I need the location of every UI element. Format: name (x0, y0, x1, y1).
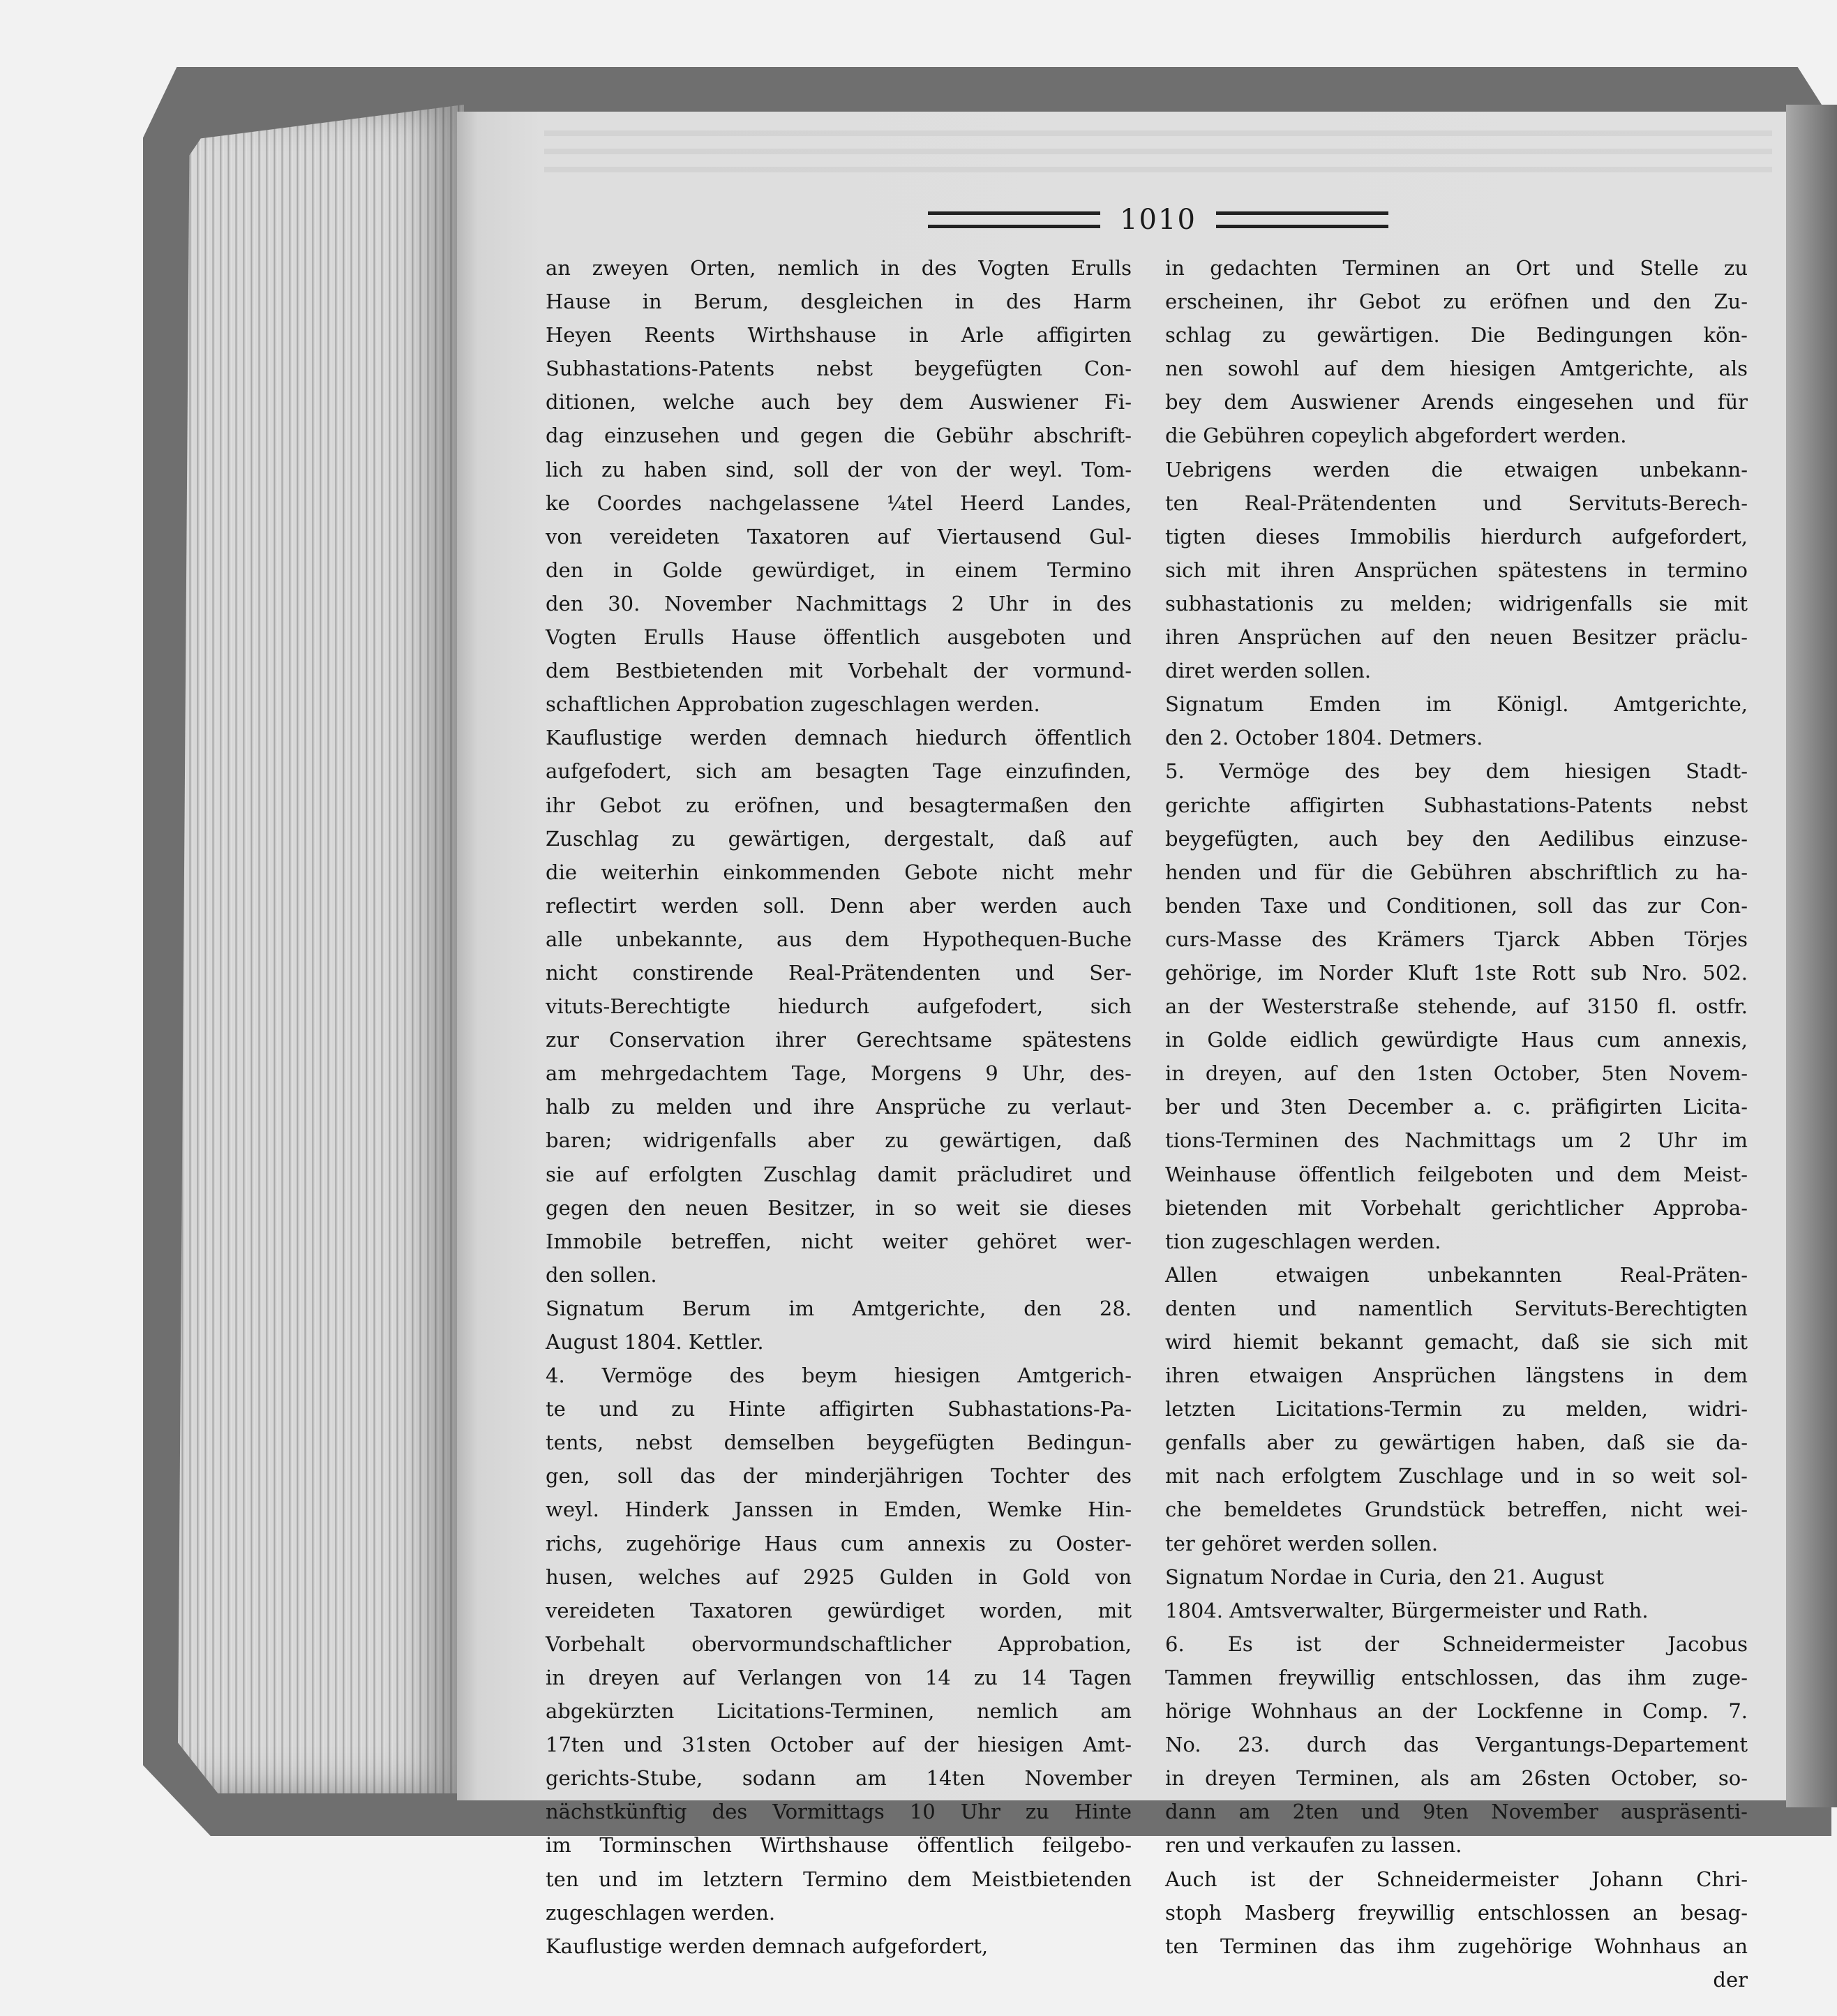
text-line: curs-Masse des Krämers Tjarck Abben Törjes (1165, 927, 1748, 951)
text-line: 4. Vermöge des beym hiesigen Amtgerich- (546, 1364, 1132, 1388)
page-number: 1010 (1120, 204, 1197, 236)
text-line: ten Real-Prätendenten und Servituts-Berech- (1165, 491, 1748, 515)
bleed-through-text (544, 122, 1772, 185)
text-line: genfalls aber zu gewärtigen haben, daß sie da- (1165, 1431, 1748, 1455)
text-line: ter gehöret werden sollen. (1165, 1531, 1439, 1555)
text-line: Tammen freywillig entschlossen, das ihm zuge- (1165, 1665, 1748, 1689)
text-line: 1804. Amtsverwalter, Bürgermeister und Rath. (1165, 1598, 1649, 1622)
text-line: schlag zu gewärtigen. Die Bedingungen kön- (1165, 323, 1748, 348)
text-line: benden Taxe und Conditionen, soll das zur Con- (1165, 893, 1748, 918)
text-line: dem Bestbietenden mit Vorbehalt der vormund- (546, 659, 1132, 683)
text-line: Vogten Erulls Hause öffentlich ausgeboten und (546, 625, 1132, 650)
text-line: 6. Es ist der Schneidermeister Jacobus (1165, 1632, 1748, 1656)
text-column-left (546, 251, 1132, 1958)
text-line: der (1713, 1967, 1748, 1992)
text-line: beygefügten, auch bey den Aedilibus einzuse- (1165, 826, 1748, 851)
text-line: nen sowohl auf dem hiesigen Amtgerichte, als (1165, 357, 1748, 381)
text-line: Immobile betreffen, nicht weiter gehöret wer- (546, 1229, 1132, 1253)
text-line: 5. Vermöge des bey dem hiesigen Stadt- (1165, 759, 1748, 784)
text-line: stoph Masberg freywillig entschlossen an besag- (1165, 1900, 1748, 1925)
text-line: Subhastations-Patents nebst beygefügten Con- (546, 357, 1132, 381)
text-line: ihr Gebot zu eröfnen, und besagtermaßen den (546, 793, 1132, 817)
text-line: te und zu Hinte affigirten Subhastations-Pa- (546, 1397, 1132, 1421)
text-line: denten und namentlich Servituts-Berechtigten (1165, 1296, 1748, 1320)
text-line: gerichts-Stube, sodann am 14ten November (546, 1766, 1132, 1791)
text-line: zur Conservation ihrer Gerechtsame spätestens (546, 1028, 1132, 1052)
text-line: Kauflustige werden demnach hiedurch öffentlich (546, 726, 1132, 750)
text-line: die weiterhin einkommenden Gebote nicht mehr (546, 860, 1132, 884)
text-line: sie auf erfolgten Zuschlag damit präcludiret und (546, 1162, 1132, 1186)
text-line: bey dem Auswiener Arends eingesehen und für (1165, 390, 1748, 415)
page-gutter-shadow (1786, 105, 1837, 1807)
text-line: den 2. October 1804. Detmers. (1165, 726, 1483, 750)
header-rule-left (928, 211, 1100, 228)
text-line: an zweyen Orten, nemlich in des Vogten Erulls (546, 256, 1132, 280)
text-line: ditionen, welche auch bey dem Auswiener Fi- (546, 390, 1132, 415)
text-line: halb zu melden und ihre Ansprüche zu verlaut- (546, 1095, 1132, 1119)
text-line: richs, zugehörige Haus cum annexis zu Ooster- (546, 1531, 1132, 1555)
text-line: ke Coordes nachgelassene ¼tel Heerd Landes, (546, 491, 1132, 515)
text-line: aufgefodert, sich am besagten Tage einzufinden, (546, 759, 1132, 784)
text-line: dag einzusehen und gegen die Gebühr abschrift- (546, 424, 1132, 448)
text-line: August 1804. Kettler. (546, 1330, 764, 1354)
text-line: subhastationis zu melden; widrigenfalls sie mit (1165, 591, 1748, 615)
text-column-right (1165, 251, 1748, 1992)
text-line: ten Terminen das ihm zugehörige Wohnhaus an (1165, 1934, 1748, 1958)
text-line: Heyen Reents Wirthshause in Arle affigirten (546, 323, 1132, 348)
text-line: ihren etwaigen Ansprüchen längstens in dem (1165, 1364, 1748, 1388)
text-line: Signatum Emden im Königl. Amtgerichte, (1165, 692, 1748, 717)
text-line: Hause in Berum, desgleichen in des Harm (546, 290, 1132, 314)
text-line: am mehrgedachtem Tage, Morgens 9 Uhr, des- (546, 1061, 1132, 1086)
text-line: mit nach erfolgtem Zuschlage und in so weit sol- (1165, 1464, 1748, 1488)
text-line: weyl. Hinderk Janssen in Emden, Wemke Hin- (546, 1498, 1132, 1522)
text-line: Weinhause öffentlich feilgeboten und dem Meist- (1165, 1162, 1748, 1186)
text-line: erscheinen, ihr Gebot zu eröfnen und den Zu- (1165, 290, 1748, 314)
text-line: Zuschlag zu gewärtigen, dergestalt, daß auf (546, 826, 1132, 851)
text-line: ten und im letztern Termino dem Meistbietenden (546, 1867, 1132, 1891)
text-line: tion zugeschlagen werden. (1165, 1229, 1441, 1253)
text-line: hörige Wohnhaus an der Lockfenne in Comp. 7. (1165, 1699, 1748, 1724)
text-line: Kauflustige werden demnach aufgefordert, (546, 1934, 989, 1958)
text-line: alle unbekannte, aus dem Hypothequen-Buche (546, 927, 1132, 951)
text-line: che bemeldetes Grundstück betreffen, nicht wei- (1165, 1498, 1748, 1522)
text-line: nächstkünftig des Vormittags 10 Uhr zu Hinte (546, 1800, 1132, 1824)
text-line: lich zu haben sind, soll der von der weyl. Tom- (546, 457, 1132, 481)
text-line: den sollen. (546, 1262, 657, 1287)
text-line: im Torminschen Wirthshause öffentlich feilgebo- (546, 1833, 1132, 1858)
text-line: die Gebühren copeylich abgefordert werden. (1165, 424, 1627, 448)
text-line: henden und für die Gebühren abschriftlich zu ha- (1165, 860, 1748, 884)
text-line: sich mit ihren Ansprüchen spätestens in termino (1165, 558, 1748, 582)
text-line: letzten Licitations-Termin zu melden, widri- (1165, 1397, 1748, 1421)
text-line: bietenden mit Vorbehalt gerichtlicher Approba- (1165, 1195, 1748, 1220)
text-line: wird hiemit bekannt gemacht, daß sie sich mit (1165, 1330, 1748, 1354)
text-line: dann am 2ten und 9ten November auspräsenti- (1165, 1800, 1748, 1824)
text-line: Allen etwaigen unbekannten Real-Präten- (1165, 1262, 1748, 1287)
page-edge-block (178, 105, 464, 1793)
text-line: gerichte affigirten Subhastations-Patents nebst (1165, 793, 1748, 817)
text-line: schaftlichen Approbation zugeschlagen werden. (546, 692, 1040, 717)
text-line: in dreyen, auf den 1sten October, 5ten Novem- (1165, 1061, 1748, 1086)
text-line: den 30. November Nachmittags 2 Uhr in des (546, 591, 1132, 615)
text-line: vereideten Taxatoren gewürdiget worden, mit (546, 1598, 1132, 1622)
text-line: ihren Ansprüchen auf den neuen Besitzer präclu- (1165, 625, 1748, 650)
text-line: in Golde eidlich gewürdigte Haus cum annexis, (1165, 1028, 1748, 1052)
text-line: in dreyen Terminen, als am 26sten October, so- (1165, 1766, 1748, 1791)
text-line: tions-Terminen des Nachmittags um 2 Uhr im (1165, 1128, 1748, 1153)
text-line: von vereideten Taxatoren auf Viertausend Gul- (546, 524, 1132, 548)
text-line: zugeschlagen werden. (546, 1900, 776, 1925)
text-line: baren; widrigenfalls aber zu gewärtigen, daß (546, 1128, 1132, 1153)
text-line: vituts-Berechtigte hiedurch aufgefodert, sich (546, 994, 1132, 1019)
text-line: ber und 3ten December a. c. präfigirten Licita- (1165, 1095, 1748, 1119)
text-line: abgekürzten Licitations-Terminen, nemlich am (546, 1699, 1132, 1724)
text-line: an der Westerstraße stehende, auf 3150 fl. ostfr. (1165, 994, 1748, 1019)
text-line: gegen den neuen Besitzer, in so weit sie dieses (546, 1195, 1132, 1220)
text-line: Signatum Nordae in Curia, den 21. August (1165, 1565, 1604, 1589)
text-line: Signatum Berum im Amtgerichte, den 28. (546, 1296, 1132, 1320)
text-line: in gedachten Terminen an Ort und Stelle zu (1165, 256, 1748, 280)
text-line: reflectirt werden soll. Denn aber werden auch (546, 893, 1132, 918)
text-line: diret werden sollen. (1165, 659, 1372, 683)
text-line: den in Golde gewürdiget, in einem Termino (546, 558, 1132, 582)
text-line: ren und verkaufen zu lassen. (1165, 1833, 1462, 1858)
text-line: in dreyen auf Verlangen von 14 zu 14 Tagen (546, 1665, 1132, 1689)
running-head (928, 199, 1388, 241)
text-line: nicht constirende Real-Prätendenten und Ser- (546, 960, 1132, 985)
text-line: husen, welches auf 2925 Gulden in Gold von (546, 1565, 1132, 1589)
text-line: gen, soll das der minderjährigen Tochter des (546, 1464, 1132, 1488)
text-line: No. 23. durch das Vergantungs-Departement (1165, 1733, 1748, 1757)
text-line: gehörige, im Norder Kluft 1ste Rott sub Nro. 502. (1165, 960, 1748, 985)
header-rule-right (1216, 211, 1388, 228)
text-line: tents, nebst demselben beygefügten Bedingun- (546, 1431, 1132, 1455)
text-line: Vorbehalt obervormundschaftlicher Approbation, (546, 1632, 1132, 1656)
text-line: Uebrigens werden die etwaigen unbekann- (1165, 457, 1748, 481)
text-line: tigten dieses Immobilis hierdurch aufgefordert, (1165, 524, 1748, 548)
text-line: 17ten und 31sten October auf der hiesigen Amt- (546, 1733, 1132, 1757)
text-line: Auch ist der Schneidermeister Johann Chri- (1165, 1867, 1748, 1891)
